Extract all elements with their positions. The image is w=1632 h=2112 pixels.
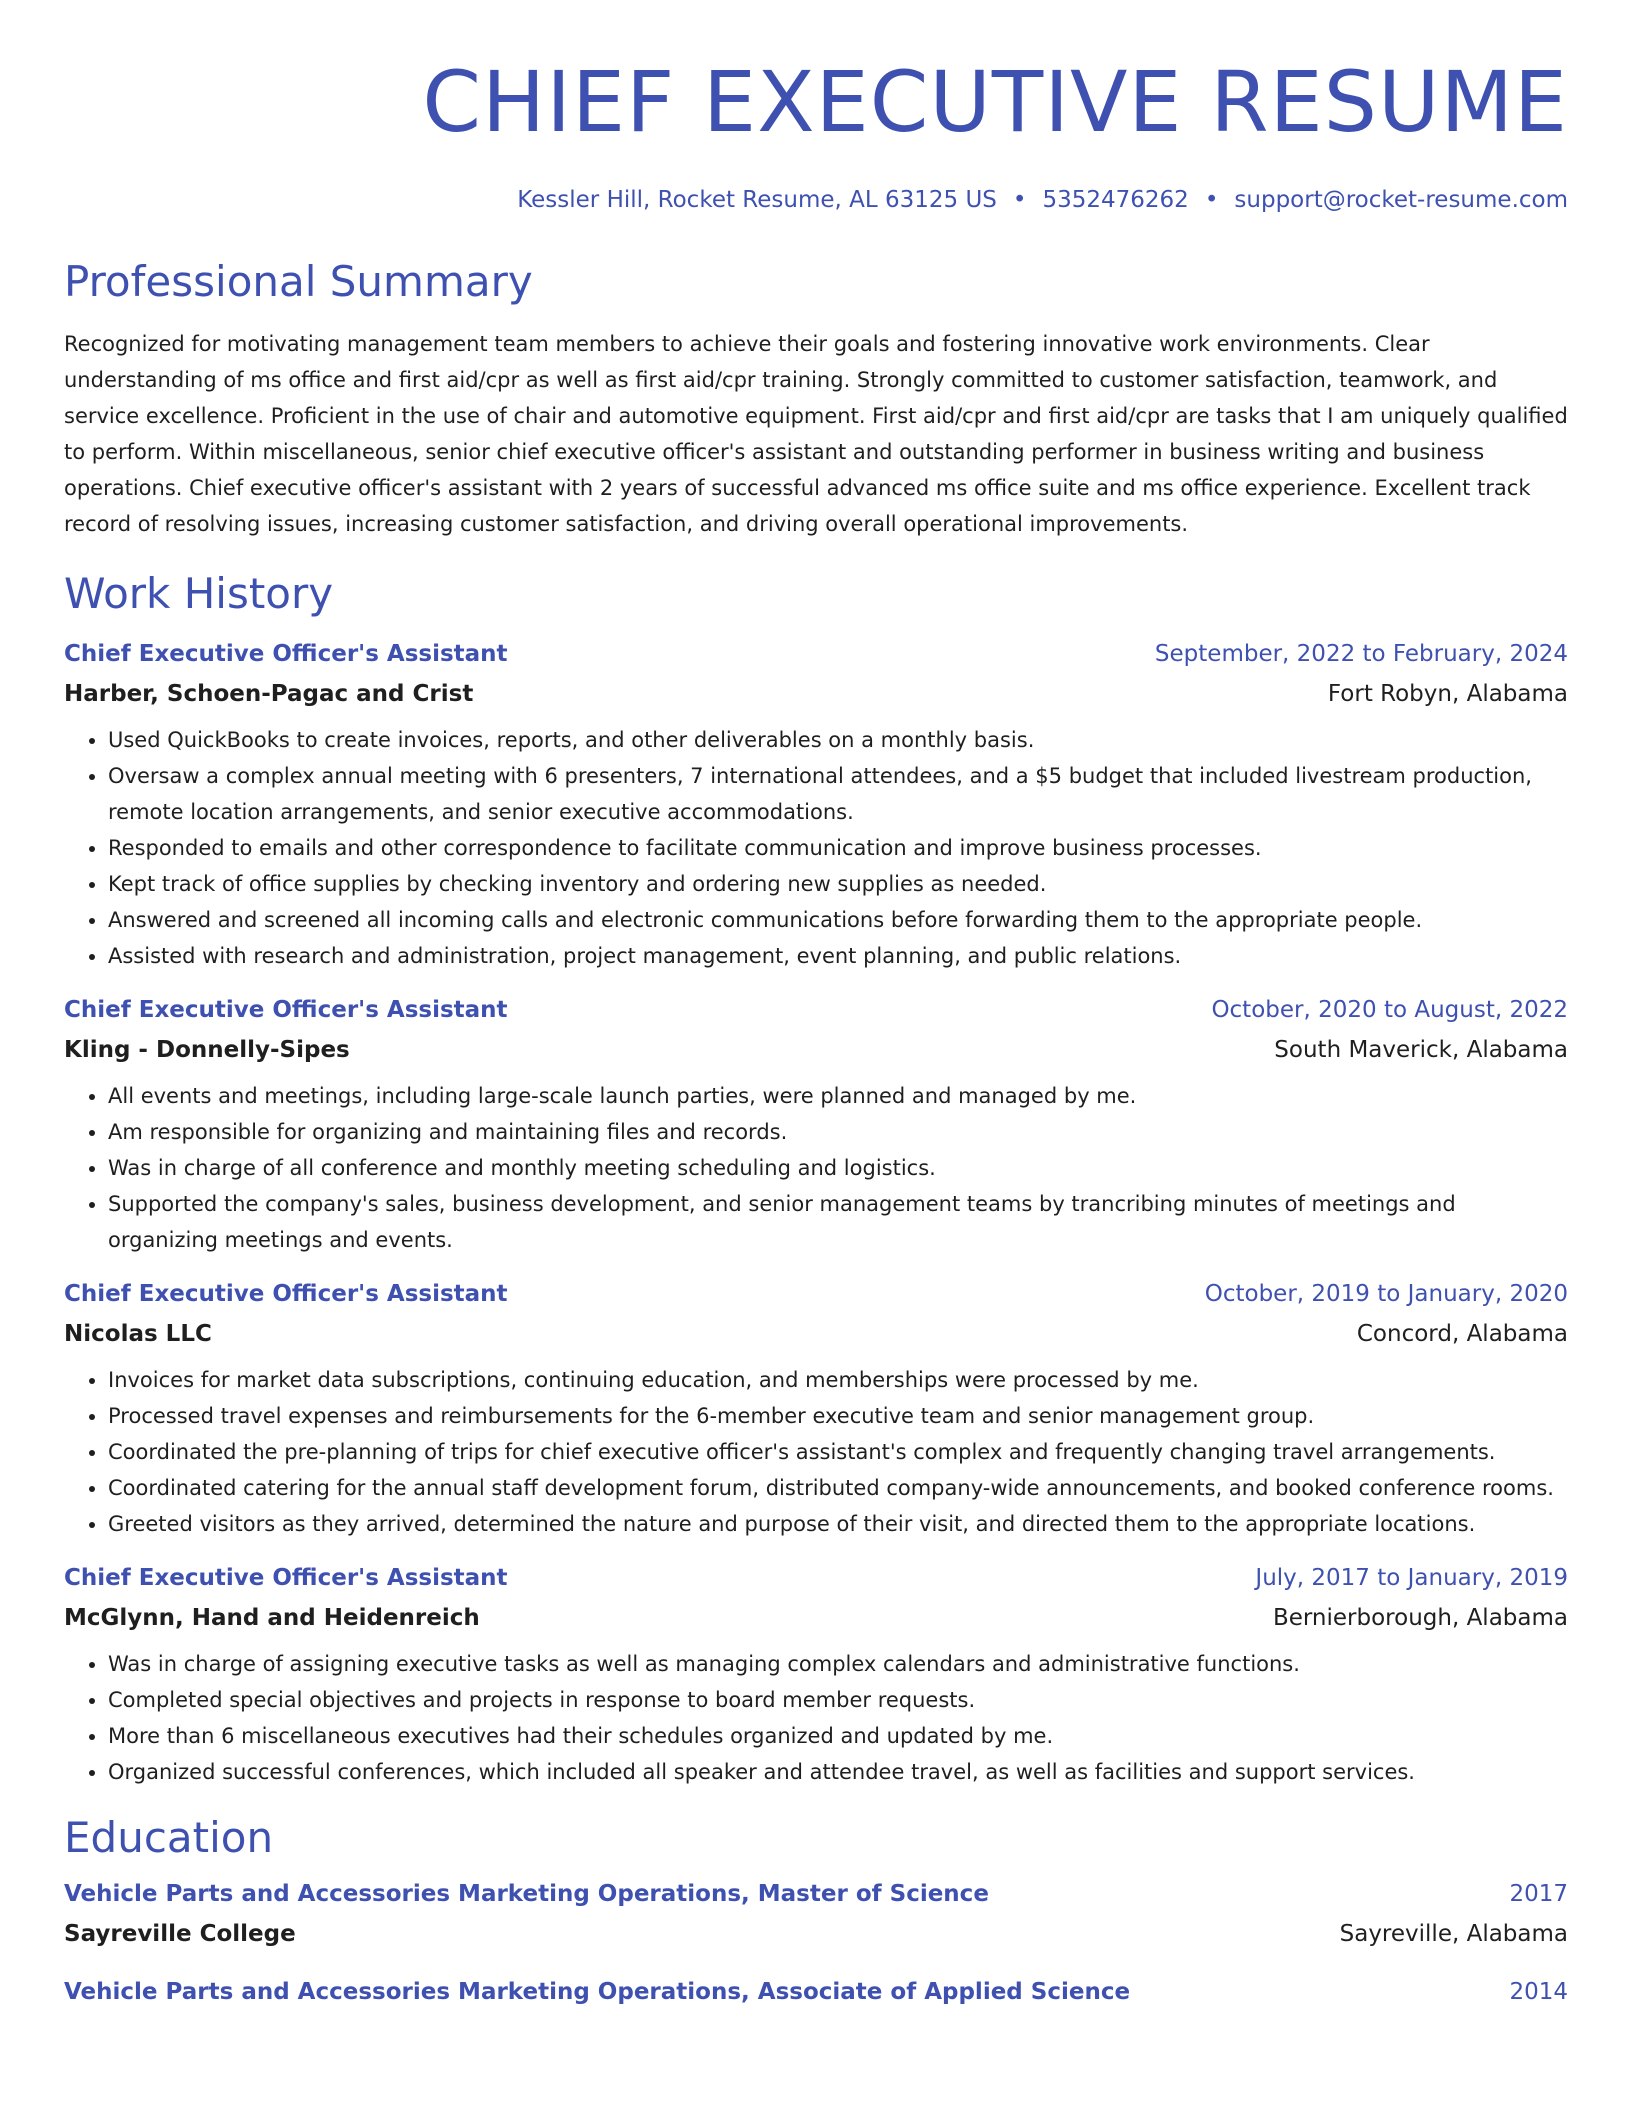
job-bullet: • Used QuickBooks to create invoices, reports, and other deliverables on a monthly basis.	[108, 722, 1568, 758]
section-heading-work-history: Work History	[64, 569, 334, 618]
job-bullet: • Supported the company's sales, business development, and senior management teams by trancribing minutes of meetings and organizing meetings and events.	[108, 1186, 1568, 1258]
education-location: Sayreville, Alabama	[1339, 1921, 1568, 1947]
job-employer: McGlynn, Hand and Heidenreich	[64, 1605, 480, 1631]
job-employer-row	[64, 674, 1568, 714]
job-employer-row	[64, 1314, 1568, 1354]
resume-title: CHIEF EXECUTIVE RESUME	[422, 53, 1568, 151]
contact-phone: 5352476262	[1042, 187, 1189, 213]
job-header-row	[64, 1274, 1568, 1314]
job-bullet: • Invoices for market data subscriptions, continuing education, and memberships were processed by me.	[108, 1362, 1568, 1398]
job-entry	[64, 634, 1568, 974]
job-bullet-list	[64, 722, 1568, 974]
job-bullet-list	[64, 1078, 1568, 1258]
job-employer: Nicolas LLC	[64, 1321, 212, 1347]
section-heading-education: Education	[64, 1813, 274, 1862]
contact-email: support@rocket-resume.com	[1234, 187, 1568, 213]
education-entry	[64, 1874, 1568, 1954]
education-year: 2017	[1509, 1881, 1568, 1907]
job-bullet: • Am responsible for organizing and maintaining files and records.	[108, 1114, 1568, 1150]
job-employer-row	[64, 1030, 1568, 1070]
contact-line	[64, 180, 1568, 220]
job-entry	[64, 1274, 1568, 1542]
job-entry	[64, 1558, 1568, 1790]
job-dates: October, 2019 to January, 2020	[1204, 1281, 1568, 1307]
job-bullet: • Completed special objectives and projects in response to board member requests.	[108, 1682, 1568, 1718]
education-entry	[64, 1972, 1568, 2012]
job-bullet: • Answered and screened all incoming calls and electronic communications before forwarding them to the appropriate people.	[108, 902, 1568, 938]
education-school-row	[64, 1914, 1568, 1954]
job-employer-row	[64, 1598, 1568, 1638]
job-bullet: • Was in charge of assigning executive tasks as well as managing complex calendars and administrative functions.	[108, 1646, 1568, 1682]
job-bullet-list	[64, 1362, 1568, 1542]
job-bullet: • Organized successful conferences, which included all speaker and attendee travel, as well as facilities and support services.	[108, 1754, 1568, 1790]
job-bullet: • Processed travel expenses and reimbursements for the 6-member executive team and senior management group.	[108, 1398, 1568, 1434]
education-year: 2014	[1509, 1979, 1568, 2005]
job-dates: October, 2020 to August, 2022	[1211, 997, 1568, 1023]
job-bullet-list	[64, 1646, 1568, 1790]
job-title: Chief Executive Officer's Assistant	[64, 1565, 508, 1591]
education-degree: Vehicle Parts and Accessories Marketing Operations, Master of Science	[64, 1881, 989, 1907]
work-history-list	[64, 634, 1568, 1790]
job-location: South Maverick, Alabama	[1274, 1037, 1568, 1063]
job-title: Chief Executive Officer's Assistant	[64, 997, 508, 1023]
job-dates: July, 2017 to January, 2019	[1255, 1565, 1568, 1591]
job-title: Chief Executive Officer's Assistant	[64, 1281, 508, 1307]
job-dates: September, 2022 to February, 2024	[1154, 641, 1568, 667]
job-bullet: • More than 6 miscellaneous executives had their schedules organized and updated by me.	[108, 1718, 1568, 1754]
job-employer: Kling - Donnelly-Sipes	[64, 1037, 350, 1063]
job-header-row	[64, 1558, 1568, 1598]
education-school: Sayreville College	[64, 1921, 296, 1947]
job-bullet: • Coordinated the pre-planning of trips for chief executive officer's assistant's complex and frequently changing travel arrangements.	[108, 1434, 1568, 1470]
job-bullet: • Responded to emails and other correspondence to facilitate communication and improve business processes.	[108, 830, 1568, 866]
education-header-row	[64, 1972, 1568, 2012]
education-list	[64, 1874, 1568, 2012]
job-title: Chief Executive Officer's Assistant	[64, 641, 508, 667]
contact-address: Kessler Hill, Rocket Resume, AL 63125 US	[517, 187, 997, 213]
job-location: Bernierborough, Alabama	[1272, 1605, 1568, 1631]
job-entry	[64, 990, 1568, 1258]
job-location: Fort Robyn, Alabama	[1327, 681, 1568, 707]
job-location: Concord, Alabama	[1356, 1321, 1568, 1347]
summary-paragraph: Recognized for motivating management team members to achieve their goals and fostering innovative work environments. Clear understanding of ms office and first aid/cpr as well as first aid/cpr training. Strongly committed to customer satisfaction, teamwork, and service excellence. Proficient in the use of chair and automotive equipment. First aid/cpr and first aid/cpr are tasks that I am uniquely qualified to perform. Within miscellaneous, senior chief executive officer's assistant and outstanding performer in business writing and business operations. Chief executive officer's assistant with 2 years of successful advanced ms office suite and ms office experience. Excellent track record of resolving issues, increasing customer satisfaction, and driving overall operational improvements.	[64, 332, 1568, 536]
job-bullet: • Kept track of office supplies by checking inventory and ordering new supplies as needed.	[108, 866, 1568, 902]
job-bullet: • Oversaw a complex annual meeting with 6 presenters, 7 international attendees, and a $5 budget that included livestream production, remote location arrangements, and senior executive accommodations.	[108, 758, 1568, 830]
job-bullet: • All events and meetings, including large-scale launch parties, were planned and managed by me.	[108, 1078, 1568, 1114]
contact-separator: •	[1012, 187, 1027, 213]
job-bullet: • Assisted with research and administration, project management, event planning, and public relations.	[108, 938, 1568, 974]
job-employer: Harber, Schoen-Pagac and Crist	[64, 681, 474, 707]
education-header-row	[64, 1874, 1568, 1914]
education-degree: Vehicle Parts and Accessories Marketing Operations, Associate of Applied Science	[64, 1979, 1131, 2005]
job-bullet: • Greeted visitors as they arrived, determined the nature and purpose of their visit, and directed them to the appropriate locations.	[108, 1506, 1568, 1542]
job-bullet: • Was in charge of all conference and monthly meeting scheduling and logistics.	[108, 1150, 1568, 1186]
job-bullet: • Coordinated catering for the annual staff development forum, distributed company-wide announcements, and booked conference rooms.	[108, 1470, 1568, 1506]
section-heading-summary: Professional Summary	[64, 257, 533, 306]
job-header-row	[64, 990, 1568, 1030]
contact-separator: •	[1204, 187, 1219, 213]
job-header-row	[64, 634, 1568, 674]
